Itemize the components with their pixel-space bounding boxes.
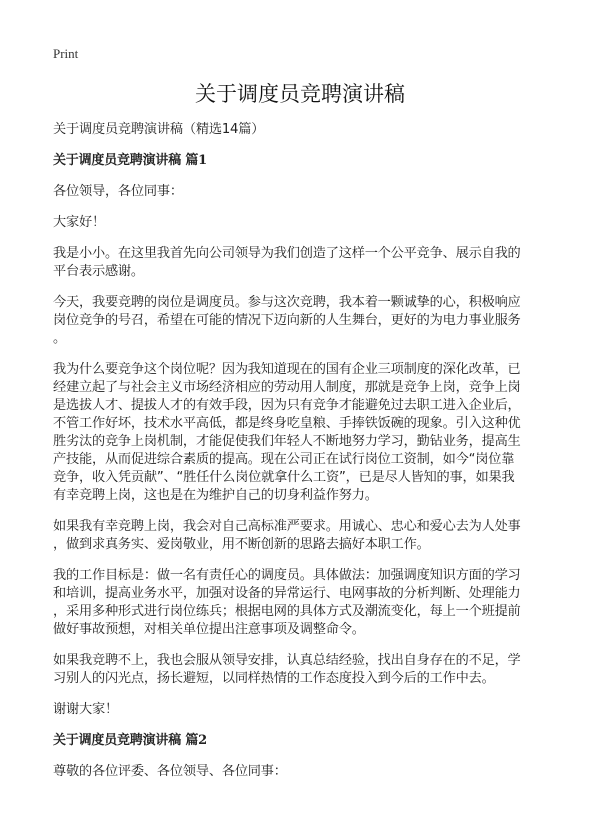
paragraph — [53, 361, 573, 505]
paragraph-line: 如果我有幸竞聘上岗，我会对自己高标准严要求。用诚心、忠心和爱心去为人处事 — [53, 519, 521, 534]
document-subtitle: 关于调度员竞聘演讲稿（精选14篇） — [53, 122, 265, 137]
paragraph-line: 经建立起了与社会主义市场经济相应的劳动用人制度，那就是竞争上岗，竞争上岗 — [53, 380, 521, 395]
paragraph — [53, 701, 573, 719]
paragraph-line: 谢谢大家！ — [53, 702, 118, 717]
section-heading: 关于调度员竞聘演讲稿 篇1 — [53, 153, 207, 168]
paragraph-line: 今天，我要竞聘的岗位是调度员。参与这次竞聘，我本着一颗诚挚的心，积极响应 — [53, 295, 521, 310]
paragraph-line: 。 — [53, 331, 66, 346]
paragraph-line: 不管工作好坏，技术水平高低，都是终身吃皇粮、手捧铁饭碗的现象。引入这种优 — [53, 416, 521, 431]
print-link[interactable]: Print — [53, 46, 79, 61]
paragraph — [53, 518, 573, 554]
paragraph-line: 是选拔人才、提拔人才的有效手段，因为只有竞争才能避免过去职工进入企业后， — [53, 398, 521, 413]
paragraph-line: 各位领导，各位同事： — [53, 184, 183, 199]
paragraph-line: 我的工作目标是：做一名有责任心的调度员。具体做法：加强调度知识方面的学习 — [53, 568, 521, 583]
paragraph-line: 有幸竞聘上岗，这也是在为维护自己的切身利益作努力。 — [53, 488, 378, 503]
paragraph-line: 如果我竞聘不上，我也会服从领导安排，认真总结经验，找出自身存在的不足，学 — [53, 653, 521, 668]
paragraph — [53, 214, 573, 232]
sections — [53, 152, 573, 781]
paragraph-line: 习别人的闪光点，扬长避短，以同样热情的工作态度投入到今后的工作中去。 — [53, 671, 495, 686]
document-body — [53, 121, 573, 794]
paragraph — [53, 652, 573, 688]
paragraph — [53, 183, 573, 201]
paragraph — [53, 294, 573, 348]
paragraph-line: 胜劣汰的竞争上岗机制，才能促使我们年轻人不断地努力学习，勤钻业务，提高生 — [53, 434, 521, 449]
paragraph-line: 平台表示感谢。 — [53, 264, 144, 279]
paragraph-line: 做好事故预想，对相关单位提出注意事项及调整命令。 — [53, 622, 365, 637]
paragraph-line: ，做到求真务实、爱岗敬业，用不断创新的思路去搞好本职工作。 — [53, 537, 430, 552]
paragraph-line: 我为什么要竞争这个岗位呢？因为我知道现在的国有企业三项制度的深化改革，已 — [53, 362, 521, 377]
paragraph — [53, 245, 573, 281]
paragraph-line: 和培训，提高业务水平，加强对设备的异常运行、电网事故的分析判断、处理能力 — [53, 586, 521, 601]
paragraph-line: 竞争，收入凭贡献”、“胜任什么岗位就拿什么工资”，已是尽人皆知的事，如果我 — [53, 470, 515, 485]
paragraph-line: 我是小小。在这里我首先向公司领导为我们创造了这样一个公平竞争、展示自我的 — [53, 246, 521, 261]
paragraph-line: ，采用多种形式进行岗位练兵；根据电网的具体方式及潮流变化，每上一个班提前 — [53, 604, 521, 619]
paragraph — [53, 567, 573, 639]
page-title: 关于调度员竞聘演讲稿 — [195, 82, 405, 106]
paragraph — [53, 763, 573, 781]
section-heading: 关于调度员竞聘演讲稿 篇2 — [53, 733, 207, 748]
paragraph-line: 产技能，从而促进综合素质的提高。现在公司正在试行岗位工资制，如今“岗位靠 — [53, 452, 515, 467]
paragraph-line: 尊敬的各位评委、各位领导、各位同事： — [53, 764, 287, 779]
paragraph-line: 大家好！ — [53, 215, 105, 230]
paragraph-line: 岗位竞争的号召，希望在可能的情况下迈向新的人生舞台，更好的为电力事业服务 — [53, 313, 521, 328]
